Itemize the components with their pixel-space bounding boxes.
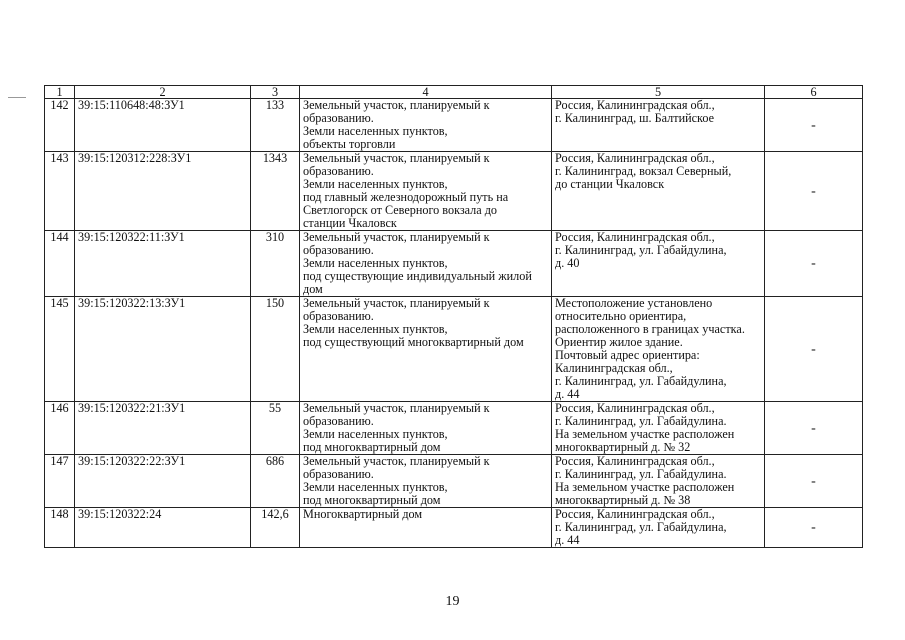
- cadastral-number-cell: 39:15:120322:22:ЗУ1: [75, 455, 251, 508]
- row-number-cell: 143: [45, 152, 75, 231]
- column-header: 1: [45, 86, 75, 99]
- location-line: Россия, Калининградская обл.,: [555, 98, 715, 112]
- location-line: Россия, Калининградская обл.,: [555, 230, 715, 244]
- description-line: под многоквартирный дом: [303, 493, 441, 507]
- table-body: [45, 99, 863, 548]
- location-line: Россия, Калининградская обл.,: [555, 151, 715, 165]
- row-number-cell: 146: [45, 402, 75, 455]
- table-row: [45, 297, 863, 402]
- table-row: [45, 231, 863, 297]
- description-line: Земельный участок, планируемый к: [303, 151, 490, 165]
- location-line: Калининградская обл.,: [555, 361, 673, 375]
- description-line: под главный железнодорожный путь на: [303, 190, 509, 204]
- location-cell: [552, 297, 765, 402]
- table-row: [45, 152, 863, 231]
- row-number-cell: 145: [45, 297, 75, 402]
- location-line: г. Калининград, вокзал Северный,: [555, 164, 732, 178]
- location-line: до станции Чкаловск: [555, 177, 665, 191]
- location-line: Россия, Калининградская обл.,: [555, 401, 715, 415]
- location-cell: [552, 402, 765, 455]
- description-line: станции Чкаловск: [303, 216, 397, 230]
- area-cell: 55: [251, 402, 300, 455]
- location-line: г. Калининград, ул. Габайдулина,: [555, 243, 727, 257]
- location-line: многоквартирный д. № 38: [555, 493, 691, 507]
- page-number: 19: [445, 594, 460, 609]
- cadastral-number-cell: 39:15:120322:11:ЗУ1: [75, 231, 251, 297]
- description-line: образованию.: [303, 111, 374, 125]
- description-line: под существующие индивидуальный жилой: [303, 269, 532, 283]
- row-number-cell: 142: [45, 99, 75, 152]
- location-line: На земельном участке расположен: [555, 427, 735, 441]
- column-header: 6: [765, 86, 863, 99]
- description-line: Земельный участок, планируемый к: [303, 230, 490, 244]
- cadastral-number-cell: 39:15:120322:24: [75, 508, 251, 548]
- description-cell: [300, 508, 552, 548]
- cadastral-number-cell: 39:15:120312:228:ЗУ1: [75, 152, 251, 231]
- extra-cell: -: [765, 231, 863, 297]
- area-cell: 1343: [251, 152, 300, 231]
- header-row: [45, 86, 863, 99]
- column-header: 2: [75, 86, 251, 99]
- extra-cell: -: [765, 455, 863, 508]
- description-cell: [300, 402, 552, 455]
- extra-cell: -: [765, 402, 863, 455]
- location-cell: [552, 455, 765, 508]
- description-line: Земли населенных пунктов,: [303, 256, 448, 270]
- area-cell: 142,6: [251, 508, 300, 548]
- area-cell: 686: [251, 455, 300, 508]
- location-line: Россия, Калининградская обл.,: [555, 454, 715, 468]
- location-line: многоквартирный д. № 32: [555, 440, 691, 454]
- location-line: Местоположение установлено: [555, 296, 713, 310]
- cadastral-number-cell: 39:15:120322:21:ЗУ1: [75, 402, 251, 455]
- location-cell: [552, 152, 765, 231]
- extra-cell: -: [765, 152, 863, 231]
- location-line: Почтовый адрес ориентира:: [555, 348, 700, 362]
- description-cell: [300, 231, 552, 297]
- location-line: д. 40: [555, 256, 580, 270]
- location-line: расположенного в границах участка.: [555, 322, 745, 336]
- location-line: Россия, Калининградская обл.,: [555, 507, 715, 521]
- description-line: образованию.: [303, 414, 374, 428]
- margin-mark: [8, 97, 26, 98]
- description-line: образованию.: [303, 467, 374, 481]
- location-line: д. 44: [555, 387, 580, 401]
- location-line: д. 44: [555, 533, 580, 547]
- description-line: Земельный участок, планируемый к: [303, 296, 490, 310]
- location-line: Ориентир жилое здание.: [555, 335, 683, 349]
- description-line: Земли населенных пунктов,: [303, 124, 448, 138]
- extra-cell: -: [765, 297, 863, 402]
- description-cell: [300, 152, 552, 231]
- table-row: [45, 455, 863, 508]
- location-line: г. Калининград, ул. Габайдулина,: [555, 374, 727, 388]
- location-line: г. Калининград, ул. Габайдулина,: [555, 520, 727, 534]
- cadastral-number-cell: 39:15:120322:13:ЗУ1: [75, 297, 251, 402]
- description-line: Светлогорск от Северного вокзала до: [303, 203, 497, 217]
- description-line: образованию.: [303, 164, 374, 178]
- description-line: образованию.: [303, 309, 374, 323]
- location-cell: [552, 99, 765, 152]
- description-cell: [300, 297, 552, 402]
- description-line: Земли населенных пунктов,: [303, 177, 448, 191]
- cadastral-number-cell: 39:15:110648:48:ЗУ1: [75, 99, 251, 152]
- description-line: Земли населенных пунктов,: [303, 322, 448, 336]
- row-number-cell: 147: [45, 455, 75, 508]
- description-line: под многоквартирный дом: [303, 440, 441, 454]
- extra-cell: -: [765, 99, 863, 152]
- description-line: под существующий многоквартирный дом: [303, 335, 524, 349]
- location-line: г. Калининград, ул. Габайдулина.: [555, 467, 727, 481]
- location-cell: [552, 508, 765, 548]
- location-line: г. Калининград, ш. Балтийское: [555, 111, 714, 125]
- area-cell: 133: [251, 99, 300, 152]
- table-row: [45, 508, 863, 548]
- description-line: Земли населенных пунктов,: [303, 427, 448, 441]
- table-row: [45, 99, 863, 152]
- table-row: [45, 402, 863, 455]
- location-line: г. Калининград, ул. Габайдулина.: [555, 414, 727, 428]
- description-line: образованию.: [303, 243, 374, 257]
- column-header: 4: [300, 86, 552, 99]
- column-header: 3: [251, 86, 300, 99]
- location-line: На земельном участке расположен: [555, 480, 735, 494]
- land-plots-table: [44, 85, 863, 548]
- extra-cell: -: [765, 508, 863, 548]
- description-line: Земельный участок, планируемый к: [303, 454, 490, 468]
- area-cell: 310: [251, 231, 300, 297]
- row-number-cell: 148: [45, 508, 75, 548]
- description-cell: [300, 99, 552, 152]
- location-line: относительно ориентира,: [555, 309, 687, 323]
- area-cell: 150: [251, 297, 300, 402]
- description-line: Земельный участок, планируемый к: [303, 98, 490, 112]
- location-cell: [552, 231, 765, 297]
- row-number-cell: 144: [45, 231, 75, 297]
- description-line: дом: [303, 282, 323, 296]
- description-line: Многоквартирный дом: [303, 507, 423, 521]
- description-line: Земельный участок, планируемый к: [303, 401, 490, 415]
- description-line: объекты торговли: [303, 137, 396, 151]
- description-cell: [300, 455, 552, 508]
- column-header: 5: [552, 86, 765, 99]
- description-line: Земли населенных пунктов,: [303, 480, 448, 494]
